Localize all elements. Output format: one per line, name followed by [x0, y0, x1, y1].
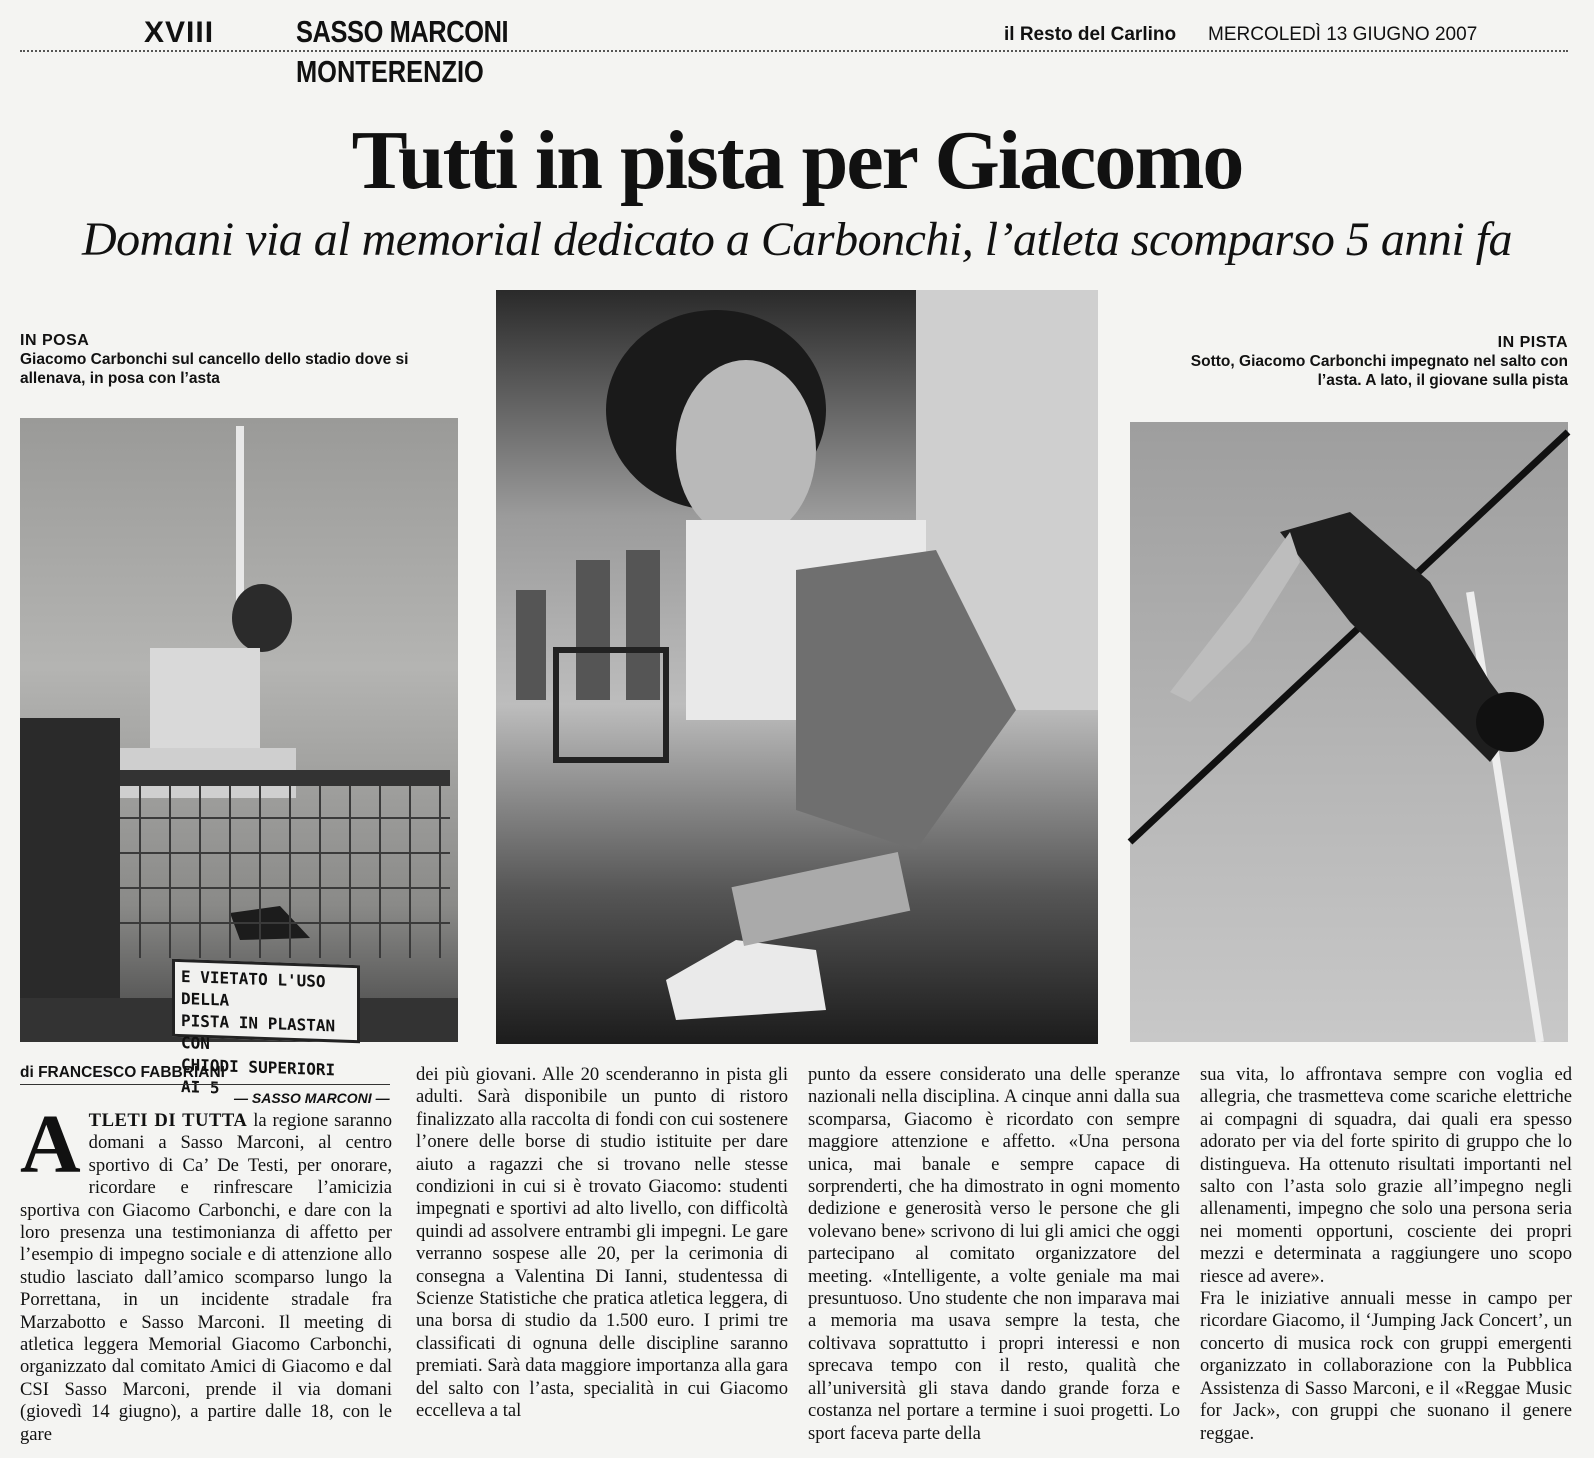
photo-right	[1130, 422, 1568, 1042]
subheadline: Domani via al memorial dedicato a Carbonchi, l’atleta scomparso 5 anni fa	[81, 213, 1513, 266]
issue-date: MERCOLEDÌ 13 GIUGNO 2007	[1208, 24, 1478, 45]
photo-left-pole	[236, 426, 244, 616]
photo-left-head	[232, 584, 292, 652]
column-4-text: sua vita, lo affrontava sempre con voglia ed allegria, che trasmetteva come scariche elettriche ai compagni di squadra, dai quali era spesso adorato per via del forte spirito di gruppo che lo distingueva. Ha ottenuto risultati importanti nel salto con l’asta solo grazie all’impegno negli allenamenti, impegno che solo una persona seria nei momenti opportuni, cosciente dei propri mezzi e determinata a raggiungere uno scopo riesce ad avere».	[1200, 1064, 1572, 1287]
caption-right-label: IN PISTA	[1497, 334, 1568, 351]
closing-paragraph: Fra le iniziative annuali messe in campo per ricordare Giacomo, il ‘Jumping Jack Concert’, un concerto di musica rock con gruppi emergenti organizzato in collaborazione con la Pubblica Assistenza di Sasso Marconi, e il «Reggae Music for Jack», con gruppi che suonano il genere reggae.	[1200, 1288, 1572, 1444]
warning-sign-line-1: E VIETATO L'USO DELLA	[181, 967, 326, 1010]
photo-right-head	[1476, 692, 1544, 752]
caption-left-label: IN POSA	[20, 332, 90, 349]
photo-right-legs	[1170, 532, 1300, 702]
caption-left	[20, 332, 440, 388]
photo-center-bg-people	[516, 550, 660, 700]
lead-words: TLETI DI TUTTA	[88, 1110, 248, 1131]
newspaper-name: il Resto del Carlino	[1004, 24, 1177, 45]
photo-center	[496, 290, 1098, 1044]
article-paragraph-1	[20, 1098, 392, 1446]
caption-left-text: Giacomo Carbonchi sul cancello dello stadio dove si allenava, in posa con l’asta	[20, 351, 409, 387]
warning-sign-line-3: CHIODI SUPERIORI AI 5	[181, 1055, 336, 1098]
article-column-1	[20, 1098, 392, 1446]
column-1-text: la regione saranno domani a Sasso Marconi, al centro sportivo di Ca’ De Testi, per onorare, ricordare e rinfrescare l’amicizia sportiva con Giacomo Carbonchi, e dare con la loro presenza una testimonianza di affetto per l’esempio di impegno sociale e di attenzione allo studio lasciato dall’amico scomparso lungo la Porrettana, in un incidente stradale fra Marzabotto e Sasso Marconi. Il meeting di atletica leggera Memorial Giacomo Carbonchi, organizzato dal comitato Amici di Giacomo e dal CSI Sasso Marconi, prende il via domani (giovedì 14 giugno), a partire dalle 18, con le gare	[20, 1110, 392, 1445]
header-rule	[20, 50, 1568, 52]
article-column-3	[808, 1064, 1180, 1445]
section-title: SASSO MARCONI	[296, 14, 509, 49]
dateline: — SASSO MARCONI —	[234, 1090, 390, 1106]
caption-right-text: Sotto, Giacomo Carbonchi impegnato nel salto con l’asta. A lato, il giovane sulla pista	[1190, 353, 1568, 389]
warning-sign-line-2: PISTA IN PLASTAN CON	[181, 1011, 336, 1054]
photo-left-figure	[20, 418, 458, 1042]
photo-center-shoe	[666, 940, 826, 1020]
byline-rule	[20, 1084, 390, 1085]
photo-left-trees	[20, 718, 120, 1042]
page-number: XVIII	[144, 16, 215, 49]
warning-sign	[172, 959, 360, 1098]
photo-right-pole	[1470, 592, 1540, 1042]
column-3-text: punto da essere considerato una delle speranze nazionali nella disciplina. A cinque anni dalla sua scomparsa, Giacomo è ricordato con sempre maggiore attenzione e affetto. «Una persona unica, mai banale e sempre capace di sorprenderti, che ha dimostrato in ogni momento dedizione e generosità verso le persone che gli volevano bene» scrivono di lui gli amici che oggi partecipano al comitato organizzatore del meeting. «Intelligente, a volte geniale ma mai presuntuoso. Uno studente che non imparava mai a memoria ma usava sempre la testa, che coltivava soprattutto i propri interessi e non sprecava tempo con il resto, qualità che all’università gli stava dando grande forza e costanza nel portare a termine i suoi progetti. Lo sport faceva parte della	[808, 1064, 1180, 1444]
byline: di FRANCESCO FABBRIANI	[20, 1064, 225, 1081]
photo-center-face	[676, 360, 816, 540]
article-column-2	[416, 1064, 788, 1423]
article-column-4	[1200, 1064, 1572, 1445]
photo-center-figure	[496, 290, 1098, 1044]
headline: Tutti in pista per Giacomo	[351, 114, 1243, 207]
subsection-title: MONTERENZIO	[296, 54, 484, 89]
photo-right-figure	[1130, 422, 1568, 1042]
drop-cap: A	[20, 1098, 81, 1191]
photo-left-fence-top	[120, 770, 450, 786]
column-2-text: dei più giovani. Alle 20 scenderanno in pista gli adulti. Sarà disponibile un punto di ristoro finalizzato alla raccolta di fondi con cui sostenere l’onere delle borse di studio istituite per dare aiuto a ragazzi che si trovano nelle stesse condizioni in cui si è trovato Giacomo: studenti impegnati e sportivi ad alto livello, con difficoltà quindi ad assolvere entrambi gli impegni. Le gare verranno sospese alle 20, per la cerimonia di consegna a Valentina Di Ianni, studentessa di Scienze Statistiche che pratica atletica leggera, di una borsa di studio da 1.500 euro. I primi tre classificati di ognuna delle discipline saranno premiati. Sarà data maggiore importanza alla gara del salto con l’asta, specialità in cui Giacomo eccelleva a tal	[416, 1064, 788, 1422]
photo-center-arm	[732, 852, 911, 946]
caption-right	[1168, 334, 1568, 390]
